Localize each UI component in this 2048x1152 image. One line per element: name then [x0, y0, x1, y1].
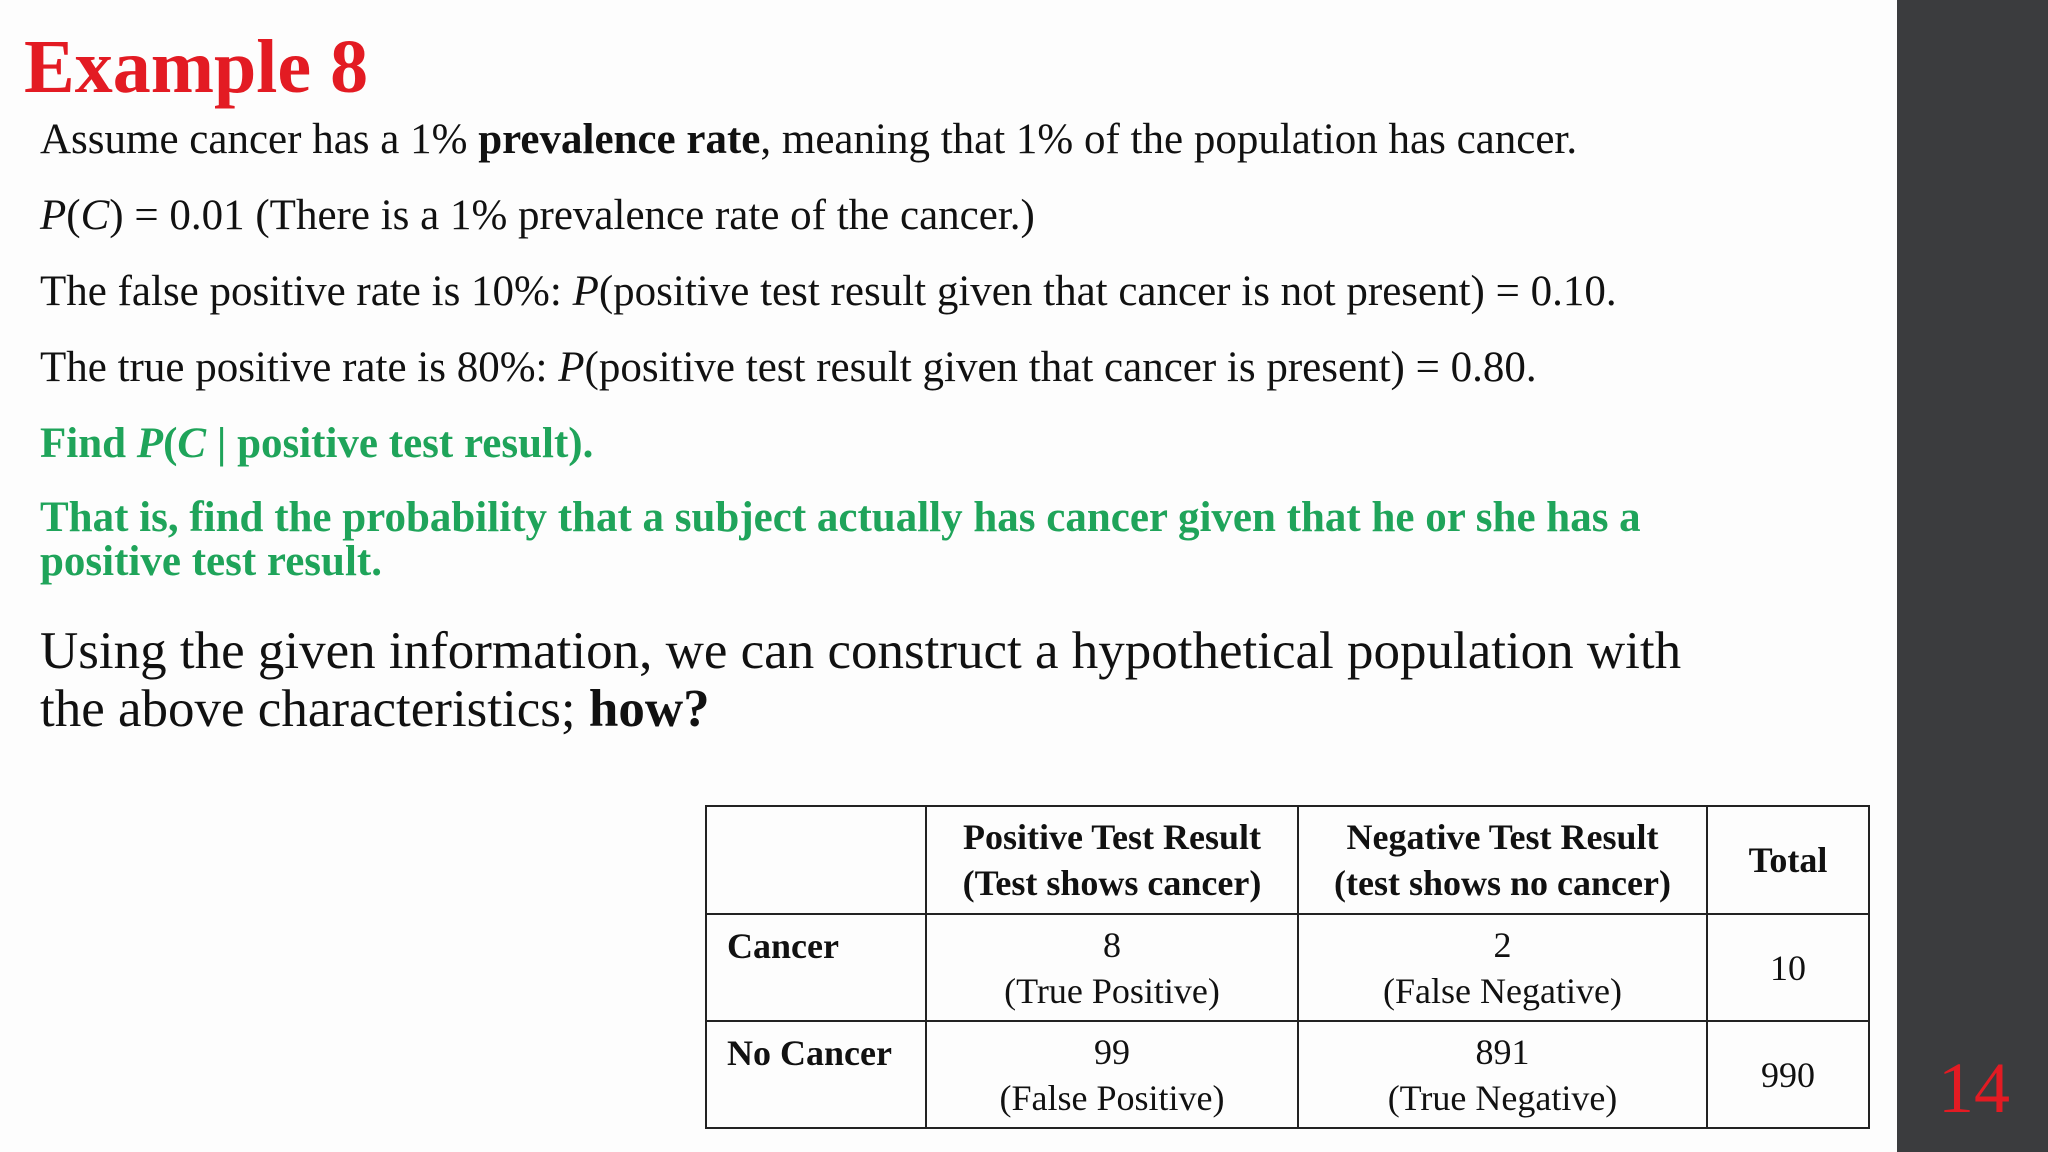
false-positive-cell [926, 1021, 1298, 1128]
open-paren: ( [163, 420, 178, 467]
c-symbol: C [177, 420, 207, 467]
open-paren: ( [66, 192, 81, 239]
contingency-table [705, 805, 1870, 1129]
explanation-line-1: That is, find the probability that a subject actually has cancer given that he or she has a [40, 494, 1641, 541]
prevalence-statement [40, 114, 1577, 166]
cell-value: 8 [1103, 924, 1121, 965]
find-text-end: | positive test result). [206, 420, 594, 467]
table-corner-cell [706, 806, 926, 914]
positive-header-line-1: Positive Test Result [962, 817, 1261, 857]
find-text: Find [40, 420, 137, 467]
true-positive-cell [926, 914, 1298, 1021]
table-row [706, 1021, 1869, 1128]
slide-sidebar [1897, 0, 2048, 1152]
prevalence-text-start: Assume cancer has a 1% [40, 116, 479, 163]
positive-test-header [926, 806, 1298, 914]
cell-note: (False Positive) [999, 1077, 1225, 1118]
prompt-line-1: Using the given information, we can construct a hypothetical population with [40, 622, 1682, 680]
negative-header-line-1: Negative Test Result [1346, 817, 1659, 857]
prevalence-text-end: , meaning that 1% of the population has cancer. [760, 116, 1578, 163]
cell-value: 99 [1094, 1031, 1130, 1072]
p-symbol: P [40, 192, 67, 239]
cell-note: (True Negative) [1387, 1077, 1618, 1118]
total-header: Total [1707, 806, 1869, 914]
negative-test-header [1298, 806, 1707, 914]
positive-header-line-2: (Test shows cancer) [962, 863, 1262, 903]
table-header-row [706, 806, 1869, 914]
how-question: how? [588, 680, 710, 738]
construction-prompt [40, 622, 1681, 738]
false-positive-statement [40, 266, 1617, 318]
negative-header-line-2: (test shows no cancer) [1334, 863, 1671, 903]
probability-of-cancer [40, 190, 1035, 242]
p-symbol: P [136, 420, 164, 467]
row-label-cancer: Cancer [706, 914, 926, 1021]
question-explanation [40, 496, 1641, 584]
true-negative-cell [1298, 1021, 1707, 1128]
no-cancer-total-cell: 990 [1707, 1021, 1869, 1128]
p-symbol: P [558, 344, 585, 391]
page-number: 14 [1938, 1048, 2010, 1128]
slide-title: Example 8 [24, 25, 369, 109]
explanation-line-2: positive test result. [40, 538, 382, 585]
cancer-total-cell: 10 [1707, 914, 1869, 1021]
false-negative-cell [1298, 914, 1707, 1021]
cell-value: 2 [1493, 924, 1512, 965]
probability-text: ) = 0.01 (There is a 1% prevalence rate of the cancer.) [109, 192, 1035, 239]
table-row [706, 914, 1869, 1021]
prevalence-rate-term: prevalence rate [478, 116, 761, 163]
prompt-line-2 [40, 680, 1681, 738]
cell-value: 891 [1475, 1031, 1530, 1072]
c-symbol: C [80, 192, 110, 239]
cell-note: (True Positive) [1004, 970, 1220, 1011]
false-positive-text-end: (positive test result given that cancer is not present) = 0.10. [598, 268, 1617, 315]
cell-note: (False Negative) [1383, 970, 1622, 1011]
find-question [40, 418, 593, 470]
true-positive-text-end: (positive test result given that cancer is present) = 0.80. [584, 344, 1537, 391]
true-positive-statement [40, 342, 1537, 394]
false-positive-text-start: The false positive rate is 10%: [40, 268, 573, 315]
row-label-no-cancer: No Cancer [706, 1021, 926, 1128]
p-symbol: P [572, 268, 599, 315]
prompt-line-2-text: the above characteristics; [40, 680, 589, 738]
true-positive-text-start: The true positive rate is 80%: [40, 344, 559, 391]
